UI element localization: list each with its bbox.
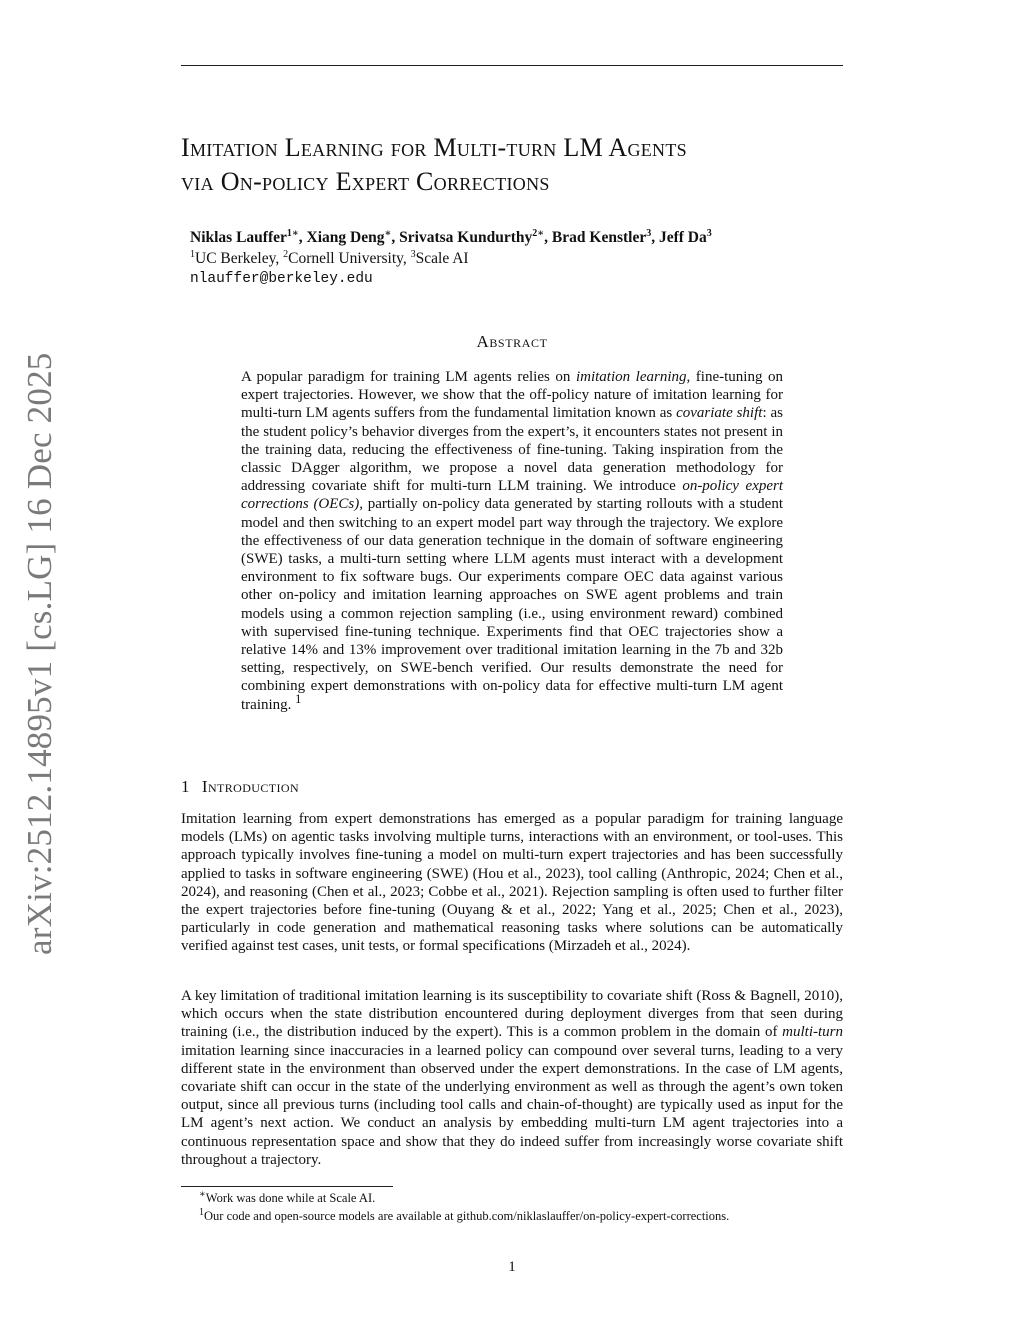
footnote-2: $^1$Our code and open-source models are available at github.com/niklaslauffer/on-policy-expert-corrections. [199,1206,730,1223]
paper-title [181,131,861,199]
footnote-reference[interactable]: 1 [295,691,302,706]
title-line-2: via On-policy Expert Corrections [181,167,550,196]
section-title: Introduction [201,777,300,796]
title-line-1: Imitation Learning for Multi-turn LM Agents [181,133,687,162]
page-number: 1 [508,1259,516,1275]
author-name: Srivatsa Kundurthy [399,229,533,246]
abstract-text: A popular paradigm for training LM agents relies on imitation learning, fine-tuning on expert trajectories. However, we show that the off-policy nature of imitation learning for multi-turn LM agents suffers from the fundamental limitation known as covariate shift: as the student policy’s behavior diverges from the expert’s, it encounters states not present in the training data, reducing the effectiveness of fine-tuning. Taking inspiration from the classic DAgger algorithm, we propose a novel data generation methodology for addressing covariate shift for multi-turn LLM training. We introduce on-policy expert corrections (OECs), partially on-policy data generated by starting rollouts with a student model and then switching to an expert model part way through the trajectory. We explore the effectiveness of our data generation technique in the domain of software engineering (SWE) tasks, a multi-turn setting where LLM agents must interact with a development environment to fix software bugs. Our experiments compare OEC data against various other on-policy and imitation learning approaches on SWE agent problems and train models using a common rejection sampling (i.e., using environment reward) combined with supervised fine-tuning technique. Experiments find that OEC trajectories show a relative 14% and 13% improvement over traditional imitation learning in the 7b and 32b setting, respectively, on SWE-bench verified. Our results demonstrate the need for combining expert demonstrations with on-policy data for effective multi-turn LM agent training. $^1$ [241,369,784,713]
arxiv-identifier-stamp: arXiv:2512.14895v1 [cs.LG] 16 Dec 2025 [20,352,59,955]
footnotes [199,1189,859,1225]
intro-paragraph-2: A key limitation of traditional imitation learning is its susceptibility to covariate shift (Ross & Bagnell, 2010), which occurs when the state distribution encountered during deployment diverges from that seen during training (i.e., the distribution induced by the expert). This is a common problem in the domain of multi-turn imitation learning since inaccuracies in a learned policy can compound over several turns, leading to a very different state in the environment than observed under the expert demonstrations. In the case of LM agents, covariate shift can occur in the state of the underlying environment as well as through the agent’s own token output, since all previous turns (including tool calls and chain-of-thought) are typically used as input for the LM agent’s next action. We conduct an analysis by embedding multi-turn LM agent trajectories into a continuous representation space and show that they do indeed suffer from increasingly worse covariate shift throughout a trajectory. [181,988,843,1168]
author-affiliation-mark: ∗ [384,227,392,239]
author-names: Niklas Lauffer$^{1∗}$, Xiang Deng∗, Srivatsa Kundurthy$^{2∗}$, Brad Kenstler$^3$, Jeff Da$^3$ [190,227,712,246]
author-affiliation-mark: 3 [706,227,712,239]
author-name: Jeff Da [658,229,707,246]
author-name: Brad Kenstler [551,229,647,246]
author-affiliation-mark: 1∗ [286,227,299,239]
abstract-heading: Abstract [476,332,548,351]
header-rule [181,65,843,66]
author-affiliation-mark: 3 [646,227,652,239]
author-block [190,227,712,290]
author-email[interactable]: nlauffer@berkeley.edu [190,271,373,287]
author-affiliation-mark: 2∗ [532,227,545,239]
footnote-1: ∗Work was done while at Scale AI. [199,1188,376,1205]
affiliations: $^1$UC Berkeley, $^2$Cornell University, $^3$Scale AI [190,248,469,267]
footnote-rule [181,1186,393,1187]
author-name: Niklas Lauffer [190,229,287,246]
author-name: Xiang Deng [306,229,385,246]
intro-paragraph-1: Imitation learning from expert demonstrations has emerged as a popular paradigm for training language models (LMs) on agentic tasks involving multiple turns, interactions with an environment, or tool-uses. This approach typically involves fine-tuning a model on multi-turn expert trajectories and has been successfully applied to tasks in software engineering (SWE) (Hou et al., 2023), tool calling (Anthropic, 2024; Chen et al., 2024), and reasoning (Chen et al., 2023; Cobbe et al., 2021). Rejection sampling is often used to further filter the expert trajectories before fine-tuning (Ouyang & et al., 2022; Yang et al., 2025; Chen et al., 2023), particularly in code generation and mathematical reasoning tasks where solutions can be automatically verified against test cases, unit tests, or formal specifications (Mirzadeh et al., 2024). [181,811,843,955]
section-heading-introduction [181,777,299,797]
section-number: 1 [181,777,190,796]
